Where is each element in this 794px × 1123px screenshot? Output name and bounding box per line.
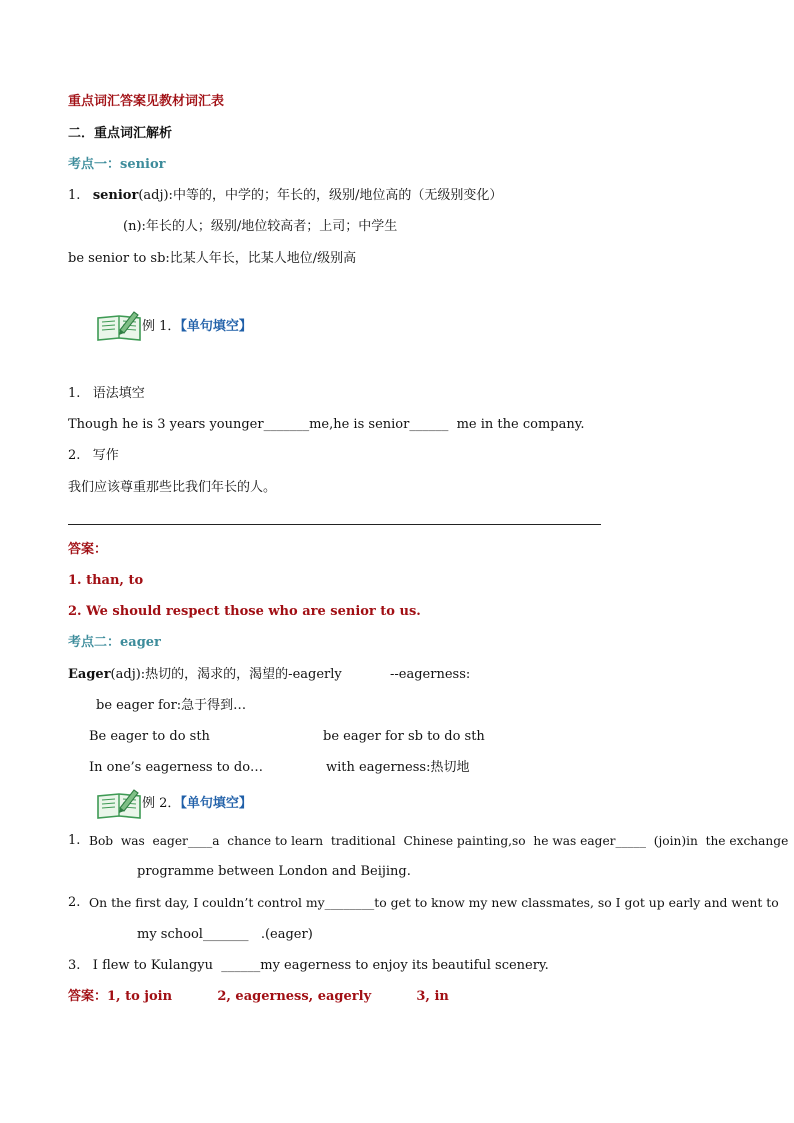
example1-heading xyxy=(142,319,252,335)
point2-definition-extra: --eagerness: xyxy=(390,667,471,682)
open-book-pencil-icon xyxy=(96,308,142,342)
point2-phrase-2: Be eager to do sth xyxy=(89,729,210,744)
example2-heading xyxy=(142,796,252,812)
example1-q2: 2. 写作 xyxy=(68,448,119,463)
point1-phrase: be senior to sb:比某人年长，比某人地位/级别高 xyxy=(68,251,357,266)
example2-q2-text: On the first day, I couldn’t control my________to get to know my new classmates, so I got up early and went to xyxy=(89,895,779,910)
open-book-pencil-icon xyxy=(96,786,142,820)
example1-q1: 1. 语法填空 xyxy=(68,386,145,401)
example2-q2-continued: my school_______ .(eager) xyxy=(137,927,313,942)
answer-line xyxy=(68,524,601,525)
section-title: 二．重点词汇解析 xyxy=(68,126,173,141)
point2-title: 考点二：eager xyxy=(68,635,161,650)
point2-phrase-3: be eager for sb to do sth xyxy=(323,729,485,744)
point2-phrase-4: In one’s eagerness to do… xyxy=(89,760,264,775)
example2-q1-continued: programme between London and Beijing. xyxy=(137,864,411,879)
example1-answer-2: 2. We should respect those who are senior to us. xyxy=(68,604,421,619)
example-tag: 【单句填空】 xyxy=(180,796,252,811)
point2-phrase-5: with eagerness:热切地 xyxy=(326,760,470,775)
example2-answer: 答案：1, to join 2, eagerness, eagerly 3, in xyxy=(68,989,449,1004)
example1-q1-text: Though he is 3 years younger_______me,he is senior______ me in the company. xyxy=(68,417,585,432)
example2-q1-number: 1. xyxy=(68,833,81,848)
example1-answer-1: 1. than, to xyxy=(68,573,144,588)
def-word: Eager xyxy=(68,667,111,682)
example2-q3: 3. I flew to Kulangyu ______my eagerness to enjoy its beautiful scenery. xyxy=(68,958,549,973)
def-text: (adj):热切的，渴求的，渴望的-eagerly xyxy=(110,667,342,682)
example1-answer-label: 答案： xyxy=(68,542,108,557)
def-word: senior xyxy=(92,188,139,203)
example2-q1-text: Bob was eager____a chance to learn traditional Chinese painting,so he was eager_____ (join)in the exchange xyxy=(89,834,789,848)
example-tag: 【单句填空】 xyxy=(180,319,252,334)
point1-noun-definition: (n):年长的人；级别/地位较高者；上司；中学生 xyxy=(123,219,398,234)
example1-q2-text: 我们应该尊重那些比我们年长的人。 xyxy=(68,480,277,495)
point2-definition xyxy=(68,667,342,683)
example2-q2-number: 2. xyxy=(68,895,81,910)
point1-definition xyxy=(68,188,502,204)
point2-phrase-1: be eager for:急于得到… xyxy=(96,698,247,713)
header-title: 重点词汇答案见教材词汇表 xyxy=(68,94,225,109)
def-number: 1. xyxy=(68,188,81,203)
example-label: 例 2． xyxy=(142,796,181,811)
example-label: 例 1． xyxy=(142,319,181,334)
point1-title: 考点一：senior xyxy=(68,157,166,172)
def-text: (adj):中等的，中学的；年长的，级别/地位高的（无级别变化） xyxy=(138,188,503,203)
